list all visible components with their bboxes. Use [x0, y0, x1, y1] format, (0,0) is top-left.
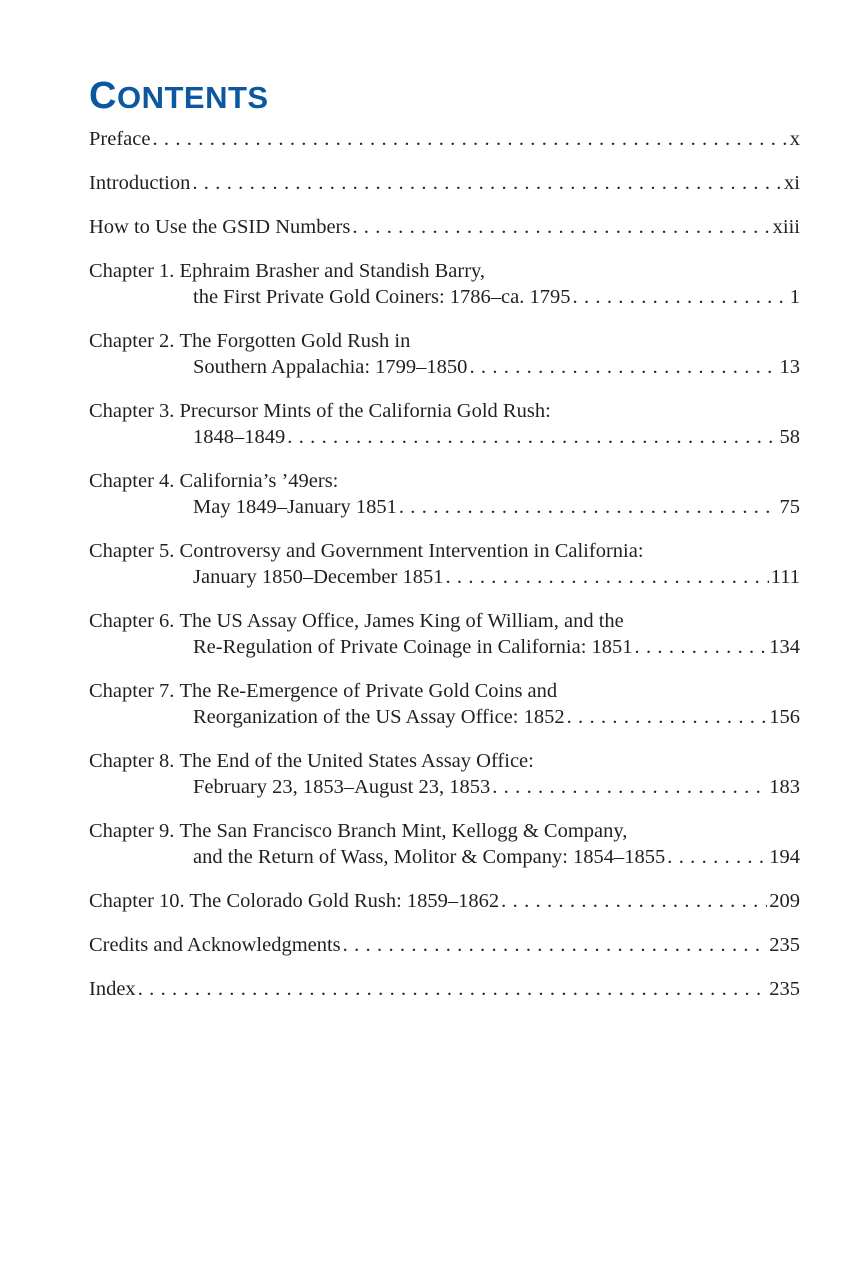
- toc-entry-page: 194: [769, 846, 800, 868]
- chapter-number: Chapter 4.: [89, 470, 180, 492]
- toc-entry-gsid-numbers[interactable]: [89, 214, 800, 240]
- dot-leader: [501, 888, 767, 914]
- chapter-number: Chapter 1.: [89, 260, 180, 282]
- page-title: [89, 76, 800, 118]
- toc-entry-page: 1: [789, 286, 800, 308]
- chapter-title-line1: The San Francisco Branch Mint, Kellogg & Company,: [179, 820, 628, 842]
- toc-entry-page: 134: [769, 636, 800, 658]
- chapter-number: Chapter 3.: [89, 400, 180, 422]
- dot-leader: [152, 126, 787, 152]
- toc-entry-index[interactable]: [89, 976, 800, 1002]
- toc-entry-chapter-10[interactable]: [89, 888, 800, 914]
- chapter-title-line1: Precursor Mints of the California Gold Rush:: [179, 400, 551, 422]
- toc-list: [89, 126, 800, 1002]
- chapter-title-line2: January 1850–December 1851: [193, 566, 444, 588]
- dot-leader: [192, 170, 782, 196]
- toc-entry-chapter-2[interactable]: [89, 328, 800, 380]
- chapter-title-line2: February 23, 1853–August 23, 1853: [193, 776, 491, 798]
- toc-entry-page: xiii: [772, 216, 800, 238]
- dot-leader: [469, 354, 777, 380]
- chapter-title-line1: Ephraim Brasher and Standish Barry,: [179, 260, 486, 282]
- toc-entry-chapter-1[interactable]: [89, 258, 800, 310]
- dot-leader: [138, 976, 768, 1002]
- chapter-number: Chapter 8.: [89, 750, 180, 772]
- dot-leader: [343, 932, 768, 958]
- toc-entry-chapter-3[interactable]: [89, 398, 800, 450]
- title-rest: ONTENTS: [116, 80, 269, 115]
- toc-entry-page: 75: [779, 496, 800, 518]
- dot-leader: [573, 284, 788, 310]
- toc-entry-page: x: [789, 128, 800, 150]
- chapter-number: Chapter 2.: [89, 330, 180, 352]
- title-initial: C: [89, 75, 117, 117]
- toc-entry-page: xi: [784, 172, 800, 194]
- toc-entry-page: 13: [779, 356, 800, 378]
- toc-entry-page: 183: [769, 776, 800, 798]
- toc-entry-page: 209: [769, 890, 800, 912]
- chapter-title-line1: The US Assay Office, James King of William, and the: [179, 610, 624, 632]
- dot-leader: [445, 564, 768, 590]
- chapter-number: Chapter 5.: [89, 540, 180, 562]
- chapter-number: Chapter 7.: [89, 680, 180, 702]
- toc-entry-page: 156: [769, 706, 800, 728]
- chapter-title-line2: Reorganization of the US Assay Office: 1852: [193, 706, 565, 728]
- dot-leader: [352, 214, 770, 240]
- contents-page: [89, 76, 800, 1020]
- chapter-title-line2: 1848–1849: [193, 426, 286, 448]
- chapter-title-line1: Controversy and Government Intervention in California:: [179, 540, 644, 562]
- toc-entry-label: Chapter 10. The Colorado Gold Rush: 1859–1862: [89, 890, 500, 912]
- toc-entry-chapter-6[interactable]: [89, 608, 800, 660]
- dot-leader: [492, 774, 767, 800]
- toc-entry-introduction[interactable]: [89, 170, 800, 196]
- toc-entry-credits[interactable]: [89, 932, 800, 958]
- toc-entry-chapter-4[interactable]: [89, 468, 800, 520]
- dot-leader: [667, 844, 767, 870]
- chapter-number: Chapter 6.: [89, 610, 180, 632]
- toc-entry-label: Credits and Acknowledgments: [89, 934, 341, 956]
- chapter-title-line1: The End of the United States Assay Office:: [179, 750, 534, 772]
- toc-entry-chapter-7[interactable]: [89, 678, 800, 730]
- chapter-title-line2: Re-Regulation of Private Coinage in California: 1851: [193, 636, 633, 658]
- toc-entry-chapter-9[interactable]: [89, 818, 800, 870]
- chapter-title-line2: the First Private Gold Coiners: 1786–ca. 1795: [193, 286, 571, 308]
- chapter-title-line1: The Re-Emergence of Private Gold Coins and: [179, 680, 558, 702]
- chapter-title-line1: The Forgotten Gold Rush in: [179, 330, 411, 352]
- toc-entry-page: 58: [779, 426, 800, 448]
- toc-entry-preface[interactable]: [89, 126, 800, 152]
- toc-entry-page: 235: [769, 978, 800, 1000]
- chapter-number: Chapter 9.: [89, 820, 180, 842]
- toc-entry-label: How to Use the GSID Numbers: [89, 216, 351, 238]
- toc-entry-label: Introduction: [89, 172, 191, 194]
- toc-entry-chapter-5[interactable]: [89, 538, 800, 590]
- dot-leader: [635, 634, 768, 660]
- toc-entry-page: 235: [769, 934, 800, 956]
- chapter-title-line2: and the Return of Wass, Molitor & Company: 1854–1855: [193, 846, 666, 868]
- toc-entry-label: Preface: [89, 128, 151, 150]
- dot-leader: [399, 494, 778, 520]
- chapter-title-line2: May 1849–January 1851: [193, 496, 397, 518]
- chapter-title-line1: California’s ’49ers:: [179, 470, 339, 492]
- chapter-title-line2: Southern Appalachia: 1799–1850: [193, 356, 468, 378]
- dot-leader: [287, 424, 777, 450]
- toc-entry-page: 111: [770, 566, 800, 588]
- toc-entry-label: Index: [89, 978, 136, 1000]
- dot-leader: [567, 704, 768, 730]
- toc-entry-chapter-8[interactable]: [89, 748, 800, 800]
